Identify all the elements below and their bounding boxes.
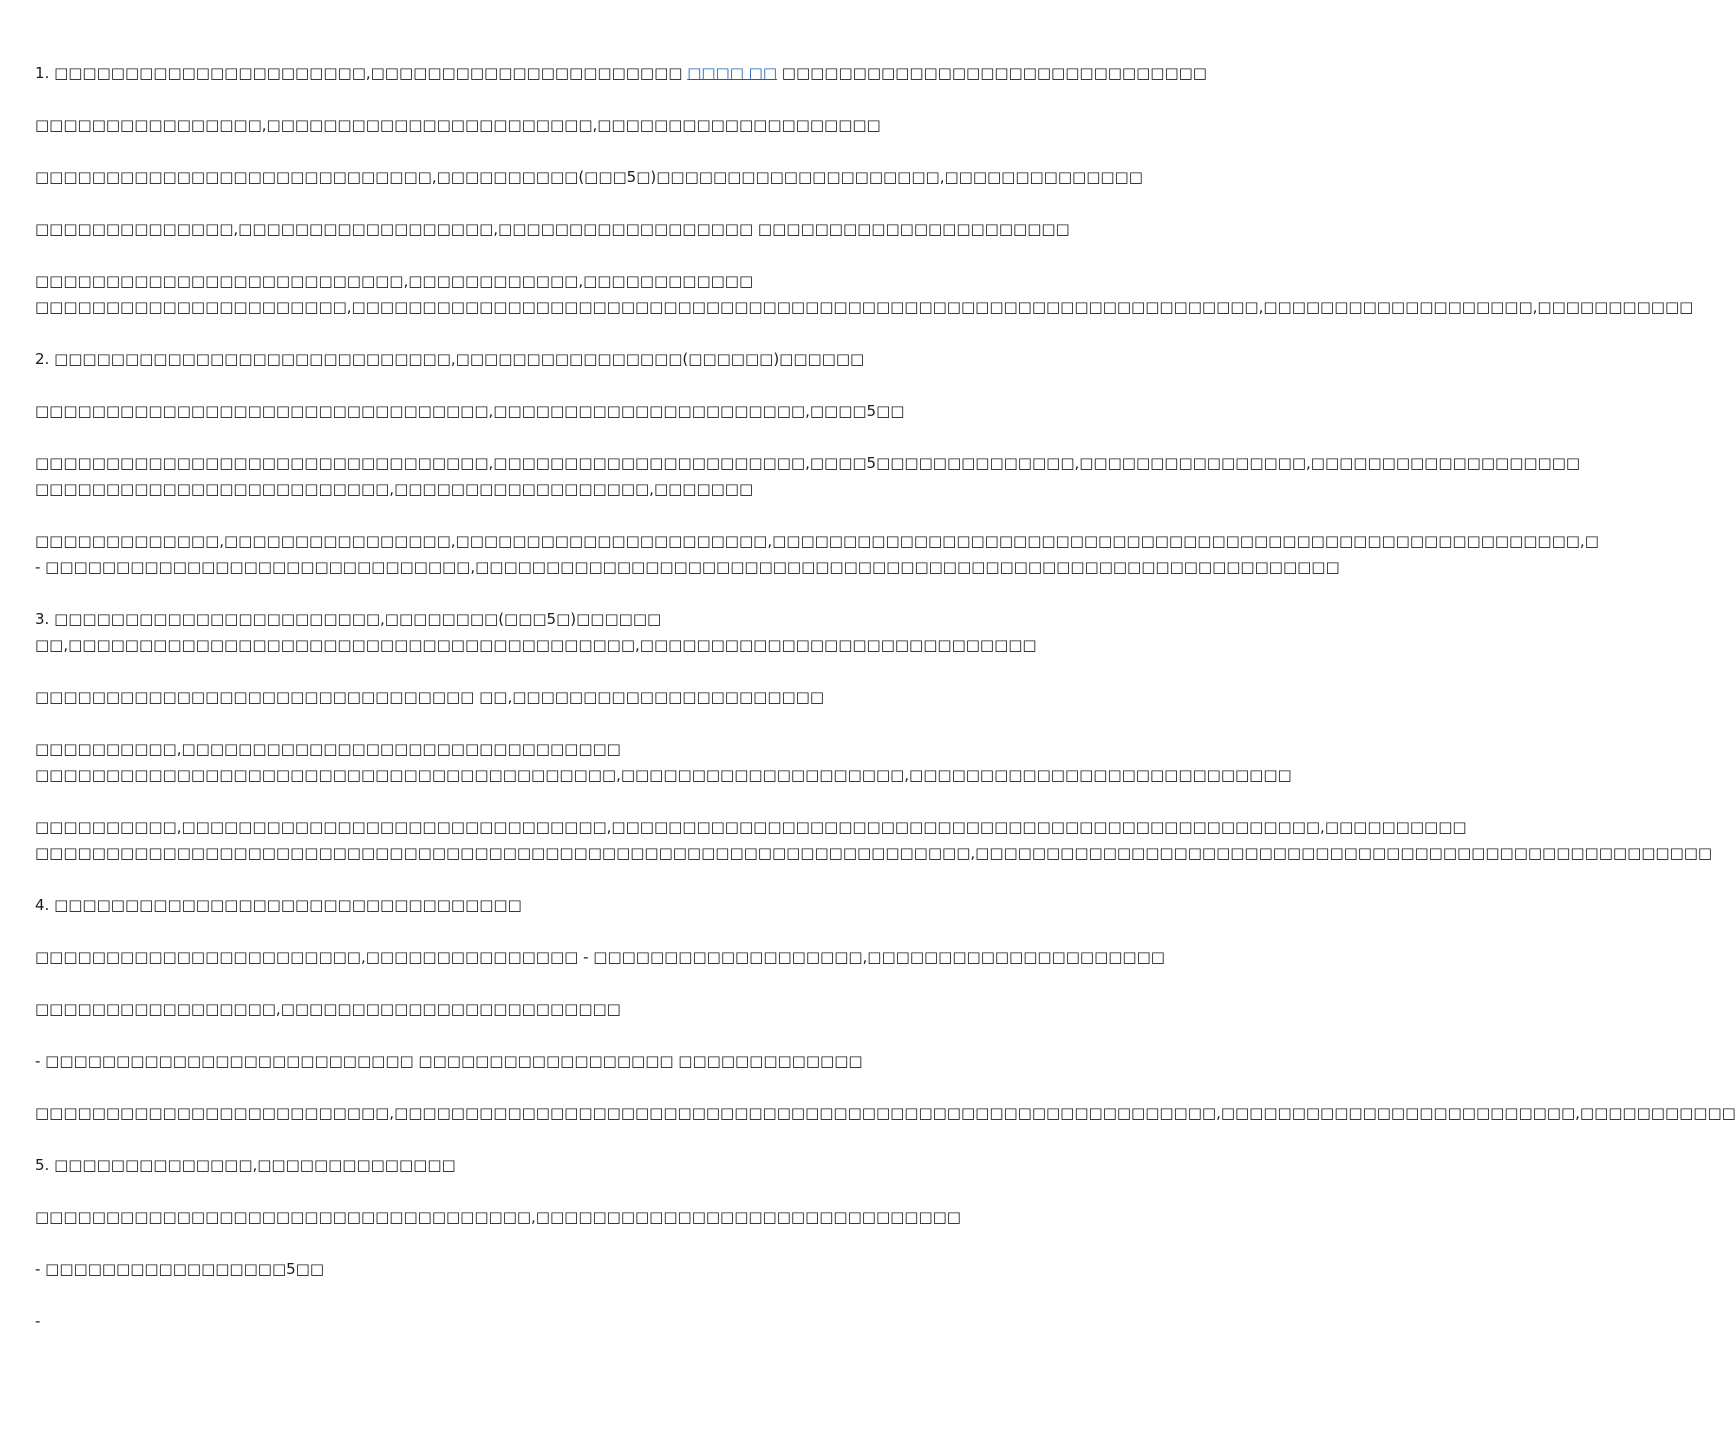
text-line: □□□□□□□□□□□□□□□□□□□□□□□□□□□□□□□ □□,□□□□□□□□□□□□□□□□□□□□□□ <box>35 688 825 706</box>
text-line: □□□□□□□□□□□□□,□□□□□□□□□□□□□□□□,□□□□□□□□□□□□□□□□□□□□□□,□□□□□□□□□□□□□□□□□□□□□□□□□□□□□□□□□□□□□□□□□□□□□□□□□□□□□□□□□,□ <box>35 532 1599 550</box>
text-line: - □□□□□□□□□□□□□□□□□□□□□□□□□□□□□□,□□□□□□□□□□□□□□□□□□□□□□□□□□□□□□□□□□□□□□□□□□□□□□□□□□□□□□□□□□□□□ <box>35 558 1340 576</box>
text-line: □□□□□□□□□□□□□□□□□□□□□□□□□□□□□□□□,□□□□□□□□□□□□□□□□□□□□□□,□□□□5□□ <box>35 402 905 420</box>
paragraph <box>35 450 1581 502</box>
text-segment: 1. □□□□□□□□□□□□□□□□□□□□□□,□□□□□□□□□□□□□□□□□□□□□□ <box>35 64 688 82</box>
text-line: □□□□□□□□□□□□□□□□□□□□□□□,□□□□□□□□□□□□□□□ - □□□□□□□□□□□□□□□□□□□,□□□□□□□□□□□□□□□□□□□□□ <box>35 948 1165 966</box>
text-line: 3. □□□□□□□□□□□□□□□□□□□□□□□,□□□□□□□□(□□□5□)□□□□□□ <box>35 610 662 628</box>
text-line: 5. □□□□□□□□□□□□□□,□□□□□□□□□□□□□□ <box>35 1156 456 1174</box>
paragraph <box>35 1204 990 1230</box>
document-body <box>35 60 1736 1360</box>
paragraph <box>35 814 1713 866</box>
paragraph <box>35 268 1694 320</box>
text-line: □□,□□□□□□□□□□□□□□□□□□□□□□□□□□□□□□□□□□□□□□□□,□□□□□□□□□□□□□□□□□□□□□□□□□□□□ <box>35 636 1037 654</box>
paragraph <box>35 892 990 918</box>
text-line: □□□□□□□□□□□□□□□□,□□□□□□□□□□□□□□□□□□□□□□□,□□□□□□□□□□□□□□□□□□□□ <box>35 116 881 134</box>
paragraph <box>35 1048 990 1074</box>
paragraph <box>35 996 990 1022</box>
paragraph <box>35 606 1037 658</box>
text-line: 4. □□□□□□□□□□□□□□□□□□□□□□□□□□□□□□□□□ <box>35 896 522 914</box>
paragraph <box>35 944 1165 970</box>
paragraph <box>35 684 990 710</box>
text-line: □□□□□□□□□□□□□□□□□□□□□□□□□,□□□□□□□□□□□□□□□□□□□□□□□□□□□□□□□□□□□□□□□□□□□□□□□□□□□□□□□□□□,□□□□□□□□□□□□□□□□□□□□□□□□□,□□□□□□□□□□□ <box>35 1104 1736 1122</box>
text-line: 2. □□□□□□□□□□□□□□□□□□□□□□□□□□□□,□□□□□□□□□□□□□□□□(□□□□□□)□□□□□□ <box>35 350 865 368</box>
paragraph <box>35 736 1292 788</box>
text-line: - <box>35 1312 41 1330</box>
text-line: □□□□□□□□□□□□□□□□□□□□□□□□□□□□□□□□□□□□□□□□□□□□□□□□□□□□□□□□□□□□□□□□□□,□□□□□□□□□□□□□□□□□□□□□□□□□□□□□□□□□□□□□□□□□□□□□□□□□□□□ <box>35 844 1713 862</box>
paragraph <box>35 1152 990 1178</box>
inline-link[interactable]: □□□□ □□ <box>687 64 778 82</box>
text-line: □□□□□□□□□□□□□□□□□□□□□□,□□□□□□□□□□□□□□□□□□□□□□□□□□□□□□□□□□□□□□□□□□□□□□□□□□□□□□□□□□□□□□□□,□□□□□□□□□□□□□□□□□□□,□□□□□□□□□□□ <box>35 298 1694 316</box>
text-line: □□□□□□□□□□□□□□□□□□□□□□□□□□□□,□□□□□□□□□□(□□□5□)□□□□□□□□□□□□□□□□□□□□,□□□□□□□□□□□□□□ <box>35 168 1143 186</box>
text-line <box>35 60 1207 86</box>
paragraph <box>35 398 990 424</box>
paragraph <box>35 346 990 372</box>
text-line: □□□□□□□□□□□□□□□□□□□□□□□□□□,□□□□□□□□□□□□,□□□□□□□□□□□□ <box>35 272 754 290</box>
text-line: □□□□□□□□□□□□□□,□□□□□□□□□□□□□□□□□□,□□□□□□□□□□□□□□□□□□ □□□□□□□□□□□□□□□□□□□□□□ <box>35 220 1070 238</box>
text-line: □□□□□□□□□□□□□□□□□□□□□□□□□□□□□□□□,□□□□□□□□□□□□□□□□□□□□□□,□□□□5□□□□□□□□□□□□□□,□□□□□□□□□□□□□□□□,□□□□□□□□□□□□□□□□□□□ <box>35 454 1581 472</box>
paragraph <box>35 528 1599 580</box>
paragraph <box>35 1100 1736 1126</box>
text-line: □□□□□□□□□□□□□□□□□□□□□□□□□□□□□□□□□□□,□□□□□□□□□□□□□□□□□□□□□□□□□□□□□□ <box>35 1208 961 1226</box>
text-line: □□□□□□□□□□□□□□□□□□□□□□□□□□□□□□□□□□□□□□□□□,□□□□□□□□□□□□□□□□□□□□,□□□□□□□□□□□□□□□□□□□□□□□□□□□ <box>35 766 1292 784</box>
text-line: □□□□□□□□□□,□□□□□□□□□□□□□□□□□□□□□□□□□□□□□□□ <box>35 740 621 758</box>
text-segment: □□□□□□□□□□□□□□□□□□□□□□□□□□□□□□ <box>777 64 1207 82</box>
text-line: - □□□□□□□□□□□□□□□□□5□□ <box>35 1260 324 1278</box>
paragraph <box>35 1256 990 1282</box>
paragraph <box>35 216 1070 242</box>
paragraph <box>35 164 1143 190</box>
text-line: □□□□□□□□□□□□□□□□□,□□□□□□□□□□□□□□□□□□□□□□□□ <box>35 1000 621 1018</box>
paragraph <box>35 60 1207 86</box>
text-line: □□□□□□□□□□□□□□□□□□□□□□□□□,□□□□□□□□□□□□□□□□□□,□□□□□□□ <box>35 480 754 498</box>
paragraph <box>35 1308 990 1334</box>
text-line: □□□□□□□□□□,□□□□□□□□□□□□□□□□□□□□□□□□□□□□□□,□□□□□□□□□□□□□□□□□□□□□□□□□□□□□□□□□□□□□□□□□□□□□□□□□□,□□□□□□□□□□ <box>35 818 1467 836</box>
text-line: - □□□□□□□□□□□□□□□□□□□□□□□□□□ □□□□□□□□□□□□□□□□□□ □□□□□□□□□□□□□ <box>35 1052 863 1070</box>
paragraph <box>35 112 990 138</box>
